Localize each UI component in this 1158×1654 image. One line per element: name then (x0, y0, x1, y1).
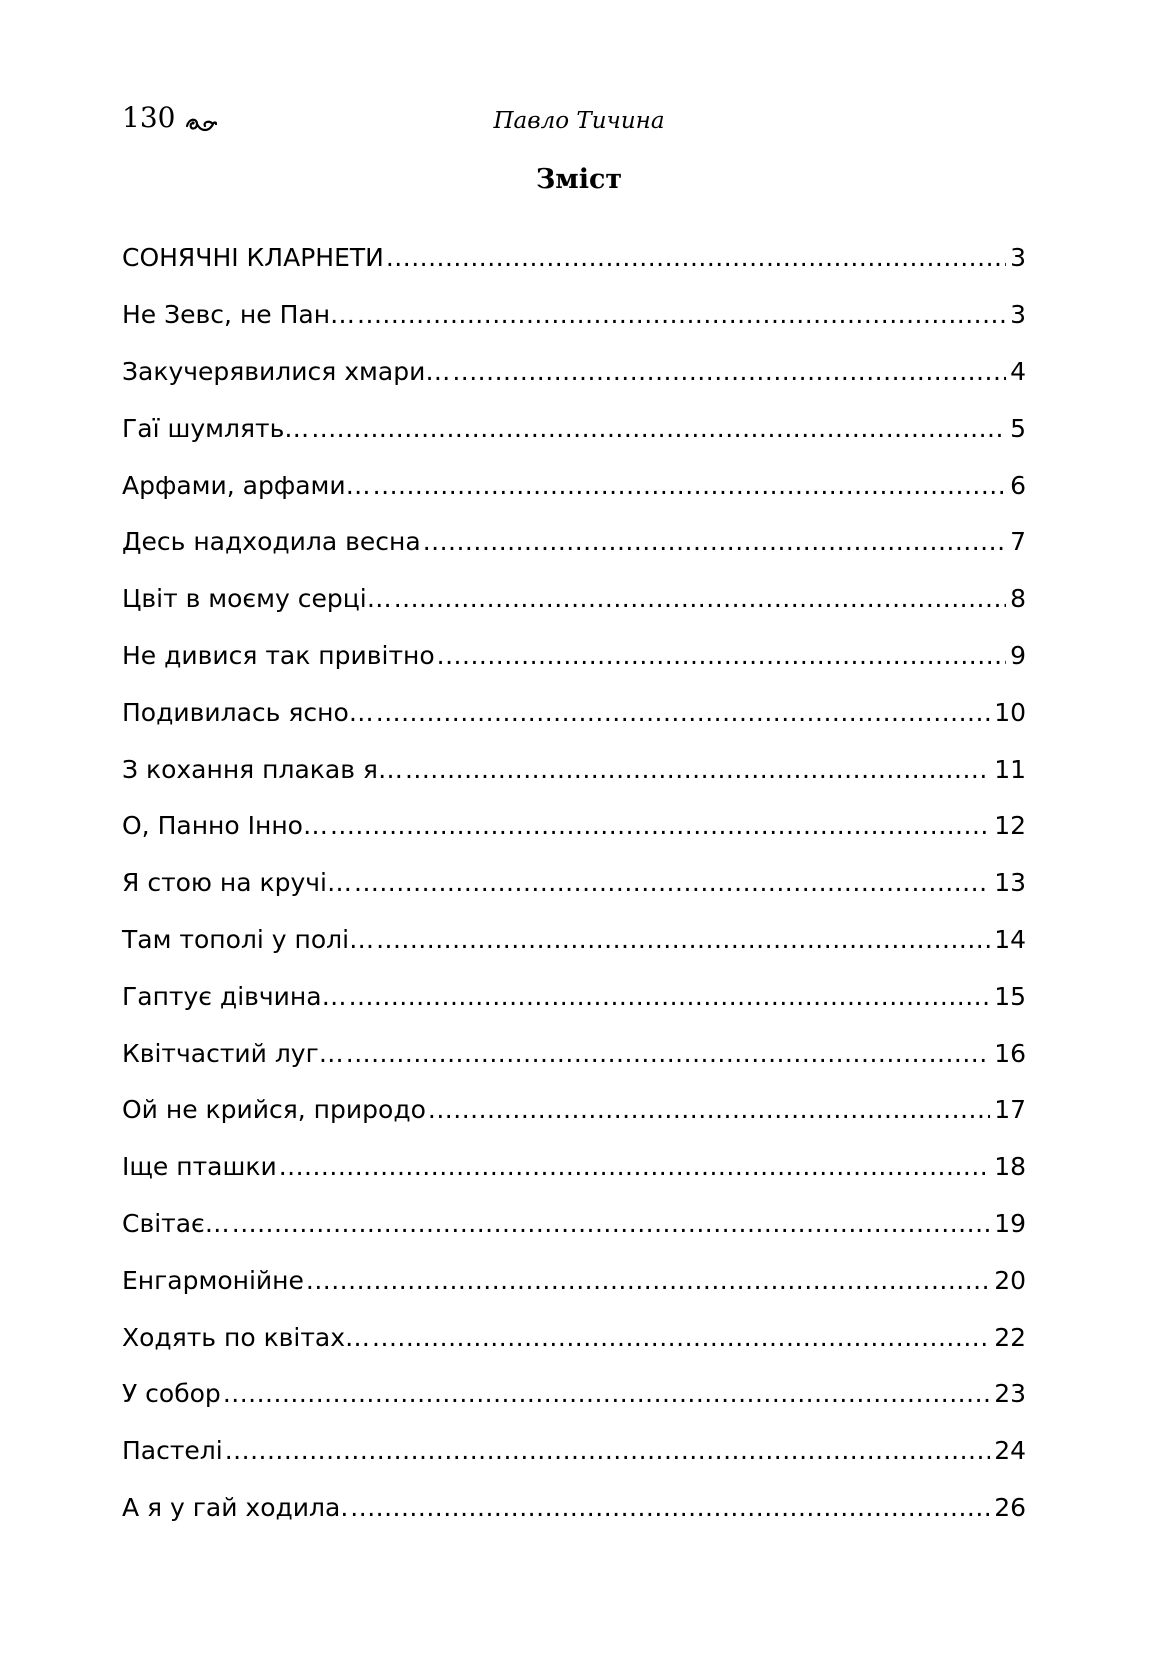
toc-entry-title: Іще пташки (122, 1152, 277, 1182)
toc-entry-title: Гаї шумлять… (122, 413, 310, 443)
toc-entry-title: Енгармонійне (122, 1265, 304, 1295)
page-number-text: 130 (122, 101, 176, 134)
toc-entry-title: Ой не крийся, природо (122, 1095, 426, 1125)
toc-entry[interactable] (122, 571, 1026, 628)
toc-entry-page: 19 (994, 1208, 1026, 1238)
toc-entry-page: 8 (1010, 584, 1026, 614)
dot-leader (357, 298, 1006, 332)
toc-entry-page: 24 (994, 1436, 1026, 1466)
toc-entry-title: Десь надходила весна (122, 527, 421, 557)
toc-entry[interactable] (122, 287, 1026, 344)
dot-leader (423, 525, 1006, 559)
running-head-author: Павло Тичина (493, 108, 665, 134)
toc-entry-page: 9 (1010, 640, 1026, 670)
toc-entry[interactable] (122, 344, 1026, 401)
toc-entry-title: Цвіт в моєму серці… (122, 584, 392, 614)
toc-entry-title: Пастелі (122, 1436, 223, 1466)
toc-entry-page: 11 (994, 754, 1026, 784)
toc-entry[interactable] (122, 968, 1026, 1025)
toc-entry[interactable] (122, 1480, 1026, 1537)
toc-entry-page: 17 (994, 1095, 1026, 1125)
toc-entry-page: 4 (1010, 356, 1026, 386)
toc-entry-title: Квітчастий луг… (122, 1038, 344, 1068)
toc-entry-page: 6 (1010, 470, 1026, 500)
toc-entry-title: Там тополі у полі… (122, 924, 375, 954)
toc-entry[interactable] (122, 741, 1026, 798)
toc-entry-page: 5 (1010, 413, 1026, 443)
dot-leader (223, 1377, 990, 1411)
toc-entry[interactable] (122, 457, 1026, 514)
toc-entry-title: О, Панно Інно… (122, 811, 328, 841)
toc-entry[interactable] (122, 912, 1026, 969)
toc-entry-title: Світає… (122, 1208, 230, 1238)
toc-entry-title: У собор (122, 1379, 221, 1409)
toc-entry-title: Не Зевс, не Пан… (122, 300, 356, 330)
toc-entry-page: 26 (994, 1492, 1026, 1522)
dot-leader (386, 241, 1006, 275)
toc-entry-title: Я стою на кручі… (122, 868, 353, 898)
toc-entry[interactable] (122, 1423, 1026, 1480)
toc-entry-page: 23 (994, 1379, 1026, 1409)
dot-leader (376, 923, 990, 957)
toc-entry-title: Гаптує дівчина… (122, 981, 347, 1011)
toc-entry[interactable] (122, 230, 1026, 287)
dot-leader (311, 412, 1006, 446)
toc-entry-page: 20 (994, 1265, 1026, 1295)
dot-leader (405, 753, 990, 787)
toc-entry[interactable] (122, 628, 1026, 685)
dot-leader (452, 355, 1006, 389)
dot-leader (354, 866, 990, 900)
toc-entry-title: А я у гай ходила. (122, 1492, 349, 1522)
dot-leader (394, 582, 1006, 616)
dot-leader (373, 469, 1006, 503)
toc-entry[interactable] (122, 400, 1026, 457)
dot-leader (225, 1434, 990, 1468)
toc-title: Зміст (535, 164, 623, 195)
toc-entry-page: 10 (994, 697, 1026, 727)
page-header (0, 0, 1158, 160)
toc-entry[interactable] (122, 855, 1026, 912)
toc-entry-page: 16 (994, 1038, 1026, 1068)
dot-leader (376, 696, 990, 730)
toc-entry-page: 13 (994, 868, 1026, 898)
toc-entry[interactable] (122, 1196, 1026, 1253)
toc-entry-page: 22 (994, 1322, 1026, 1352)
toc-entry[interactable] (122, 514, 1026, 571)
toc-entry-title: Ходять по квітах… (122, 1322, 371, 1352)
toc-entry-page: 18 (994, 1152, 1026, 1182)
toc-entry-title: Не дивися так привітно (122, 640, 435, 670)
dot-leader (330, 809, 990, 843)
dot-leader (437, 639, 1006, 673)
dot-leader (349, 980, 991, 1014)
toc-entry-title: З кохання плакав я… (122, 754, 403, 784)
toc-entry[interactable] (122, 1082, 1026, 1139)
toc-entry-page: 12 (994, 811, 1026, 841)
toc-entry[interactable] (122, 1139, 1026, 1196)
dot-leader (350, 1491, 990, 1525)
toc-entry[interactable] (122, 1025, 1026, 1082)
table-of-contents (122, 230, 1026, 1536)
dot-leader (232, 1207, 990, 1241)
toc-entry[interactable] (122, 684, 1026, 741)
toc-entry-title: Закучерявилися хмари… (122, 356, 451, 386)
toc-entry[interactable] (122, 1366, 1026, 1423)
toc-entry-page: 3 (1010, 243, 1026, 273)
toc-entry-page: 3 (1010, 300, 1026, 330)
dot-leader (346, 1037, 990, 1071)
toc-entry-page: 14 (994, 924, 1026, 954)
toc-entry[interactable] (122, 798, 1026, 855)
toc-entry-title: СОНЯЧНІ КЛАРНЕТИ (122, 243, 384, 273)
dot-leader (372, 1321, 990, 1355)
dot-leader (279, 1150, 990, 1184)
toc-entry-page: 7 (1010, 527, 1026, 557)
toc-entry-title: Арфами, арфами… (122, 470, 371, 500)
dot-leader (306, 1264, 990, 1298)
toc-entry-title: Подивилась ясно… (122, 697, 374, 727)
toc-entry[interactable] (122, 1252, 1026, 1309)
toc-entry[interactable] (122, 1309, 1026, 1366)
dot-leader (428, 1093, 990, 1127)
toc-entry-page: 15 (994, 981, 1026, 1011)
